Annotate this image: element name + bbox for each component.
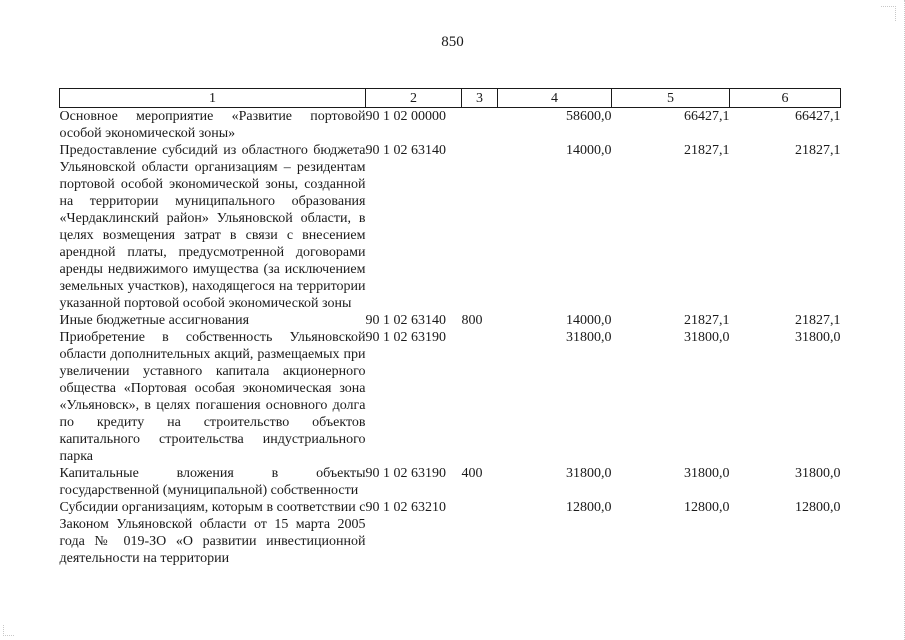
row-target-code: 90 1 02 63140 <box>365 143 446 158</box>
row-value-col6: 31800,0 <box>795 330 841 345</box>
row-target-code: 90 1 02 00000 <box>365 109 446 124</box>
table-header <box>60 89 841 108</box>
row-value-col5: 31800,0 <box>684 330 730 345</box>
table-row <box>60 312 841 329</box>
row-target-code: 90 1 02 63190 <box>365 466 446 481</box>
table-row <box>60 142 841 312</box>
row-value-col5: 12800,0 <box>684 500 730 515</box>
row-value-col5: 21827,1 <box>684 313 730 328</box>
row-value-col4: 12800,0 <box>566 500 612 515</box>
table-body <box>60 108 841 568</box>
row-value-col6: 66427,1 <box>795 109 841 124</box>
header-row <box>60 89 841 108</box>
column-header-6: 6 <box>730 89 841 108</box>
column-header-3: 3 <box>462 89 498 108</box>
row-value-col4: 14000,0 <box>566 143 612 158</box>
column-header-1: 1 <box>60 89 366 108</box>
table-row <box>60 108 841 143</box>
row-value-col4: 31800,0 <box>566 466 612 481</box>
row-name: Капитальные вложения в объекты государственной (муниципальной) собственности <box>59 466 366 498</box>
row-expense-type <box>462 108 498 143</box>
page-corner-mark <box>3 625 14 636</box>
row-value-col4: 14000,0 <box>566 313 612 328</box>
row-value-col6: 21827,1 <box>795 313 841 328</box>
row-value-col5: 66427,1 <box>684 109 730 124</box>
row-expense-type: 400 <box>461 466 483 481</box>
column-header-2: 2 <box>366 89 462 108</box>
row-value-col6: 21827,1 <box>795 143 841 158</box>
row-value-col4: 58600,0 <box>566 109 612 124</box>
row-expense-type <box>462 499 498 567</box>
page-corner-mark <box>881 6 896 21</box>
row-value-col6: 12800,0 <box>795 500 841 515</box>
row-value-col5: 21827,1 <box>684 143 730 158</box>
row-name: Иные бюджетные ассигнования <box>59 313 250 328</box>
column-header-5: 5 <box>612 89 730 108</box>
page-number: 850 <box>441 34 464 50</box>
table-row <box>60 465 841 499</box>
row-target-code: 90 1 02 63210 <box>365 500 446 515</box>
row-value-col4: 31800,0 <box>566 330 612 345</box>
row-value-col6: 31800,0 <box>795 466 841 481</box>
row-expense-type: 800 <box>461 313 483 328</box>
budget-table <box>59 88 841 567</box>
table-row <box>60 499 841 567</box>
row-name: Основное мероприятие «Развитие портовой особой экономической зоны» <box>59 109 366 141</box>
row-value-col5: 31800,0 <box>684 466 730 481</box>
row-expense-type <box>462 329 498 465</box>
column-header-4: 4 <box>498 89 612 108</box>
row-expense-type <box>462 142 498 312</box>
row-target-code: 90 1 02 63190 <box>365 330 446 345</box>
row-name: Предоставление субсидий из областного бюджета Ульяновской области организациям – резидентам портовой особой экономической зоны, созданной на территории муниципального образования «Чердаклинский район» Ульяновской области, в целях возмещения затрат в связи с внесением арендной платы, предусмотренной договорами аренды недвижимого имущества (за исключением земельных участков), находящегося на территории указанной портовой особой экономической зоны <box>59 143 366 311</box>
row-name: Субсидии организациям, которым в соответствии с Законом Ульяновской области от 15 марта 2005 года № 019-ЗО «О развитии инвестиционной деятельности на территории <box>59 500 366 566</box>
table-row <box>60 329 841 465</box>
row-target-code: 90 1 02 63140 <box>365 313 446 328</box>
row-name: Приобретение в собственность Ульяновской области дополнительных акций, размещаемых при увеличении уставного капитала акционерного общества «Портовая особая экономическая зона «Ульяновск», в целях погашения основного долга по кредиту на строительство объектов капитального строительства индустриального парка <box>59 330 366 464</box>
